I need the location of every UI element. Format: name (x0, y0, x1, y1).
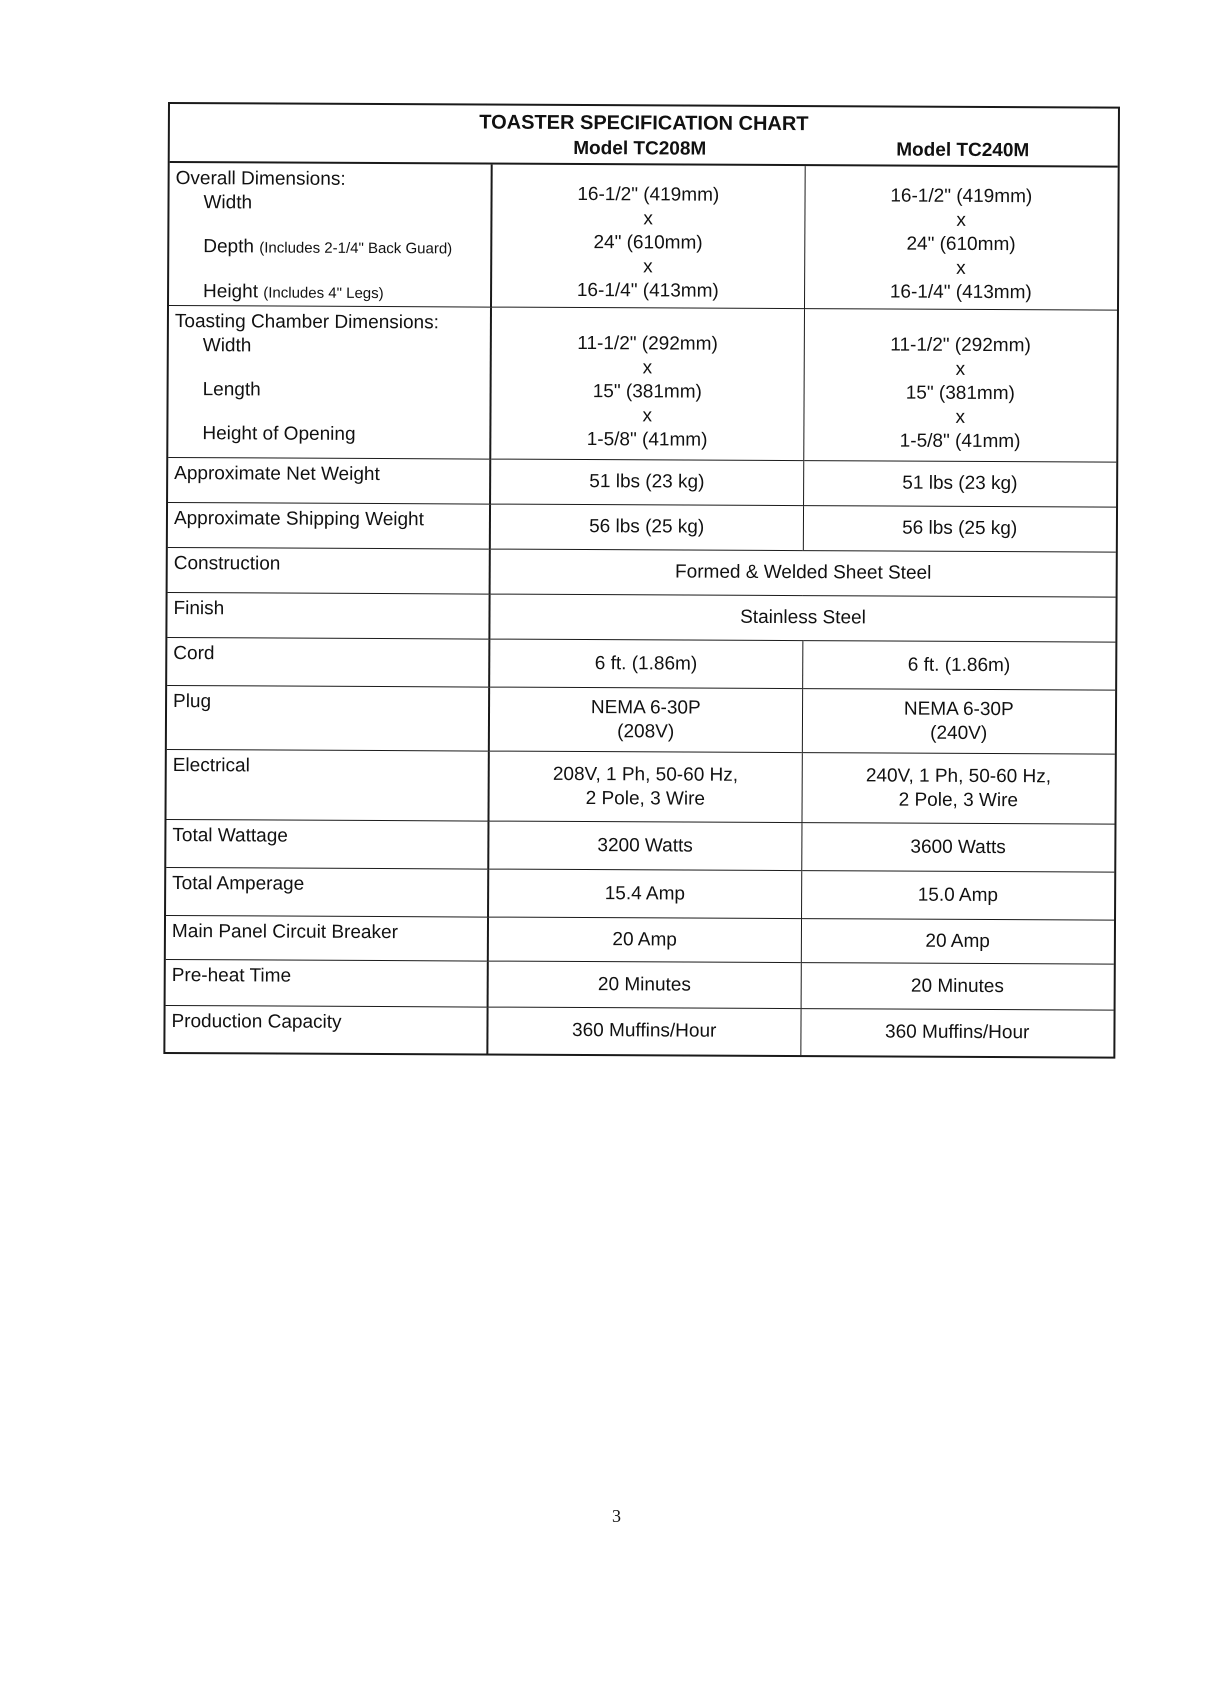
shared-value: Stainless Steel (489, 594, 1115, 642)
model-1-value: 56 lbs (25 kg) (490, 504, 803, 551)
row-label: Electrical (166, 750, 488, 822)
model-1-value: 15.4 Amp (488, 869, 801, 919)
row-label: Finish (167, 593, 489, 640)
table-row (168, 503, 1116, 553)
row-label: Overall Dimensions: Width Depth (Includes 2-1/4" Back Guard) Height (Includes 4" Legs) (175, 168, 453, 303)
table-row (166, 959, 1114, 1010)
model-2-value: 6 ft. (1.86m) (802, 641, 1115, 691)
row-label: Production Capacity (165, 1005, 487, 1053)
table-row (166, 820, 1114, 873)
model-2-value: NEMA 6-30P (240V) (802, 689, 1115, 755)
row-label: Approximate Shipping Weight (168, 503, 490, 550)
model-2-value: 3600 Watts (801, 823, 1114, 873)
table-row (167, 638, 1115, 691)
model-1-value: 208V, 1 Ph, 50-60 Hz, 2 Pole, 3 Wire (488, 751, 801, 823)
model-1-value: 20 Minutes (488, 961, 801, 1009)
row-label: Approximate Net Weight (168, 458, 490, 505)
model-1-value: 16-1/2" (419mm) x 24" (610mm) x 16-1/4" (413mm) (491, 165, 805, 309)
model-1-header: Model TC208M (573, 137, 707, 160)
table-row (166, 916, 1114, 965)
model-2-value: 15.0 Amp (801, 871, 1114, 921)
spec-table (165, 163, 1117, 1056)
table-row (167, 593, 1115, 643)
row-label: Construction (168, 548, 490, 595)
model-1-value: 11-1/2" (292mm) x 15" (381mm) x 1-5/8" (41mm) (490, 307, 804, 461)
model-1-value: 51 lbs (23 kg) (490, 459, 803, 506)
row-label: Plug (167, 686, 489, 752)
table-row (167, 686, 1115, 755)
model-2-value: 16-1/2" (419mm) x 24" (610mm) x 16-1/4" (413mm) (804, 166, 1118, 310)
model-2-value: 20 Minutes (801, 963, 1114, 1011)
table-row (169, 163, 1118, 310)
model-2-value: 360 Muffins/Hour (800, 1009, 1113, 1057)
chart-header (170, 104, 1118, 168)
model-2-value: 11-1/2" (292mm) x 15" (381mm) x 1-5/8" (41mm) (803, 309, 1117, 463)
model-2-value: 56 lbs (25 kg) (803, 506, 1116, 553)
table-row (166, 750, 1114, 825)
table-row (166, 868, 1114, 921)
model-2-value: 51 lbs (23 kg) (803, 461, 1116, 508)
model-1-value: 6 ft. (1.86m) (489, 639, 802, 689)
shared-value: Formed & Welded Sheet Steel (490, 549, 1116, 597)
row-label: Total Wattage (166, 820, 488, 870)
model-2-value: 20 Amp (801, 919, 1114, 965)
chart-title: TOASTER SPECIFICATION CHART (479, 111, 809, 136)
row-label: Pre-heat Time (166, 959, 488, 1007)
row-label: Main Panel Circuit Breaker (166, 916, 488, 962)
table-row (168, 458, 1116, 508)
row-label: Toasting Chamber Dimensions: Width Length Height of Opening (168, 306, 491, 460)
table-row (168, 548, 1116, 598)
model-1-value: 3200 Watts (488, 821, 801, 871)
page-number: 3 (612, 1506, 621, 1526)
model-1-value: 20 Amp (488, 917, 801, 963)
model-1-value: NEMA 6-30P (208V) (489, 687, 802, 753)
table-row (168, 306, 1117, 463)
spec-chart (163, 102, 1120, 1058)
row-label: Cord (167, 638, 489, 688)
model-2-header: Model TC240M (896, 139, 1030, 162)
row-label: Total Amperage (166, 868, 488, 918)
table-row (165, 1005, 1113, 1056)
model-2-value: 240V, 1 Ph, 50-60 Hz, 2 Pole, 3 Wire (801, 753, 1114, 825)
model-1-value: 360 Muffins/Hour (487, 1007, 800, 1055)
